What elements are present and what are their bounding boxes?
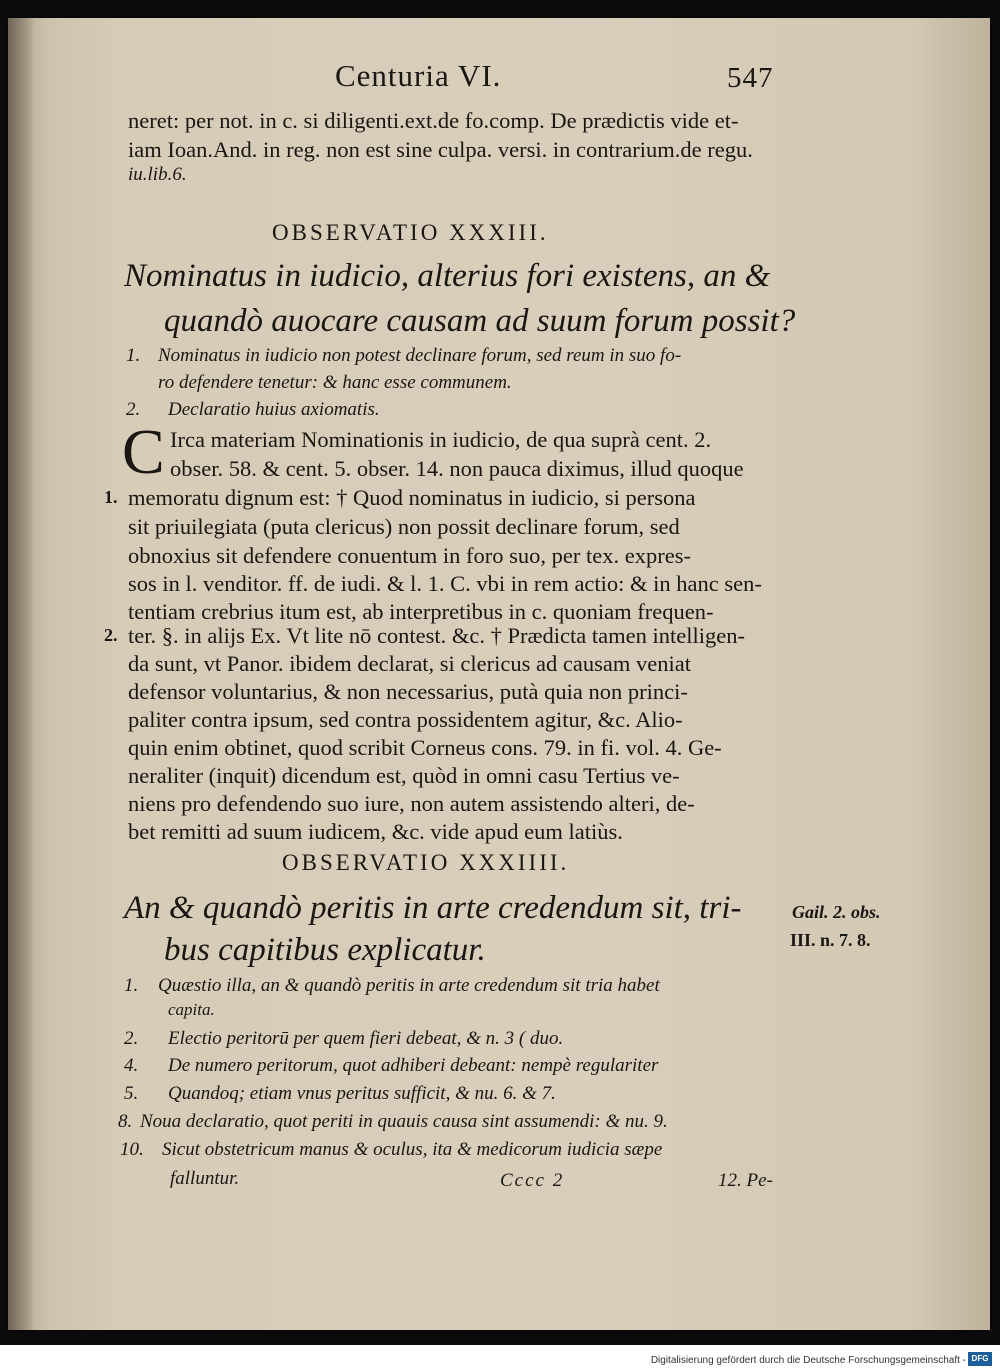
summary-line: Electio peritorū per quem fieri debeat, & n. 3 ( duo. (168, 1028, 564, 1049)
question-line: quandò auocare causam ad suum forum possit? (164, 303, 796, 339)
summary-line: Noua declaratio, quot periti in quauis causa sint assumendi: & nu. 9. (140, 1111, 668, 1132)
body-line: quin enim obtinet, quod scribit Corneus cons. 79. in fi. vol. 4. Ge- (128, 735, 722, 760)
question-line: An & quandò peritis in arte credendum sit, tri- (124, 890, 742, 926)
text-line: iu.lib.6. (128, 164, 187, 185)
question-line: Nominatus in iudicio, alterius fori existens, an & (124, 258, 771, 294)
summary-number: 1. (126, 345, 141, 366)
body-line: memoratu dignum est: † Quod nominatus in iudicio, si persona (128, 485, 696, 510)
summary-line: Sicut obstetricum manus & oculus, ita & medicorum iudicia sæpe (162, 1139, 663, 1160)
body-line: ter. §. in alijs Ex. Vt lite nō contest. &c. † Prædicta tamen intelligen- (128, 623, 745, 648)
observation-heading: OBSERVATIO XXXIII. (272, 220, 549, 245)
summary-line: De numero peritorum, quot adhiberi debeant: nempè regulariter (168, 1055, 659, 1076)
signature-mark: Cccc 2 (500, 1170, 565, 1191)
summary-line: Declaratio huius axiomatis. (168, 399, 380, 420)
body-line: sit priuilegiata (puta clericus) non possit declinare forum, sed (128, 514, 680, 539)
catchword: 12. Pe- (718, 1170, 773, 1191)
page-gutter-shadow (8, 18, 34, 1330)
summary-number: 5. (124, 1083, 139, 1104)
side-reference: Gail. 2. obs. (792, 902, 881, 922)
body-line: niens pro defendendo suo iure, non autem assistendo alteri, de- (128, 791, 695, 816)
summary-number: 1. (124, 975, 139, 996)
drop-capital: C (122, 416, 165, 487)
text-line: neret: per not. in c. si diligenti.ext.de fo.comp. De prædictis vide et- (128, 108, 739, 133)
summary-line: Quandoq; etiam vnus peritus sufficit, & nu. 6. & 7. (168, 1083, 556, 1104)
text-line: iam Ioan.And. in reg. non est sine culpa. versi. in contrarium.de regu. (128, 137, 753, 162)
body-line: obser. 58. & cent. 5. obser. 14. non pauca diximus, illud quoque (170, 456, 744, 481)
body-line: neraliter (inquit) dicendum est, quòd in omni casu Tertius ve- (128, 763, 680, 788)
body-line: Irca materiam Nominationis in iudicio, de qua suprà cent. 2. (170, 427, 712, 452)
body-line: defensor voluntarius, & non necessarius, putà quia non princi- (128, 679, 688, 704)
observation-heading: OBSERVATIO XXXIIII. (282, 850, 570, 875)
summary-number: 10. (120, 1139, 144, 1160)
body-line: sos in l. venditor. ff. de iudi. & l. 1. C. vbi in rem actio: & in hanc sen- (128, 571, 762, 596)
summary-line: Nominatus in iudicio non potest declinare forum, sed reum in suo fo- (158, 345, 682, 366)
summary-number: 2. (124, 1028, 139, 1049)
body-line: paliter contra ipsum, sed contra possidentem agitur, &c. Alio- (128, 707, 683, 732)
running-title: Centuria VI. (335, 58, 502, 93)
summary-line: capita. (168, 1000, 215, 1019)
margin-number: 1. (104, 487, 118, 507)
question-line: bus capitibus explicatur. (164, 932, 486, 968)
body-line: da sunt, vt Panor. ibidem declarat, si clericus ad causam veniat (128, 651, 691, 676)
body-line: bet remitti ad suum iudicem, &c. vide apud eum latiùs. (128, 819, 623, 844)
summary-line: falluntur. (170, 1168, 240, 1189)
summary-number: 2. (126, 399, 141, 420)
summary-number: 4. (124, 1055, 139, 1076)
summary-line: ro defendere tenetur: & hanc esse communem. (158, 372, 512, 393)
summary-line: Quæstio illa, an & quandò peritis in arte credendum sit tria habet (158, 975, 660, 996)
page-number: 547 (727, 62, 774, 94)
summary-number: 8. (118, 1111, 133, 1132)
body-line: obnoxius sit defendere conuentum in foro suo, per tex. expres- (128, 543, 691, 568)
margin-number: 2. (104, 625, 118, 645)
dfg-logo-icon: DFG (968, 1352, 992, 1366)
side-reference: III. n. 7. 8. (790, 930, 871, 950)
digitization-credit: Digitalisierung gefördert durch die Deutsche Forschungsgemeinschaft - (650, 1355, 966, 1366)
body-line: tentiam crebrius itum est, ab interpretibus in c. quoniam frequen- (128, 599, 714, 624)
